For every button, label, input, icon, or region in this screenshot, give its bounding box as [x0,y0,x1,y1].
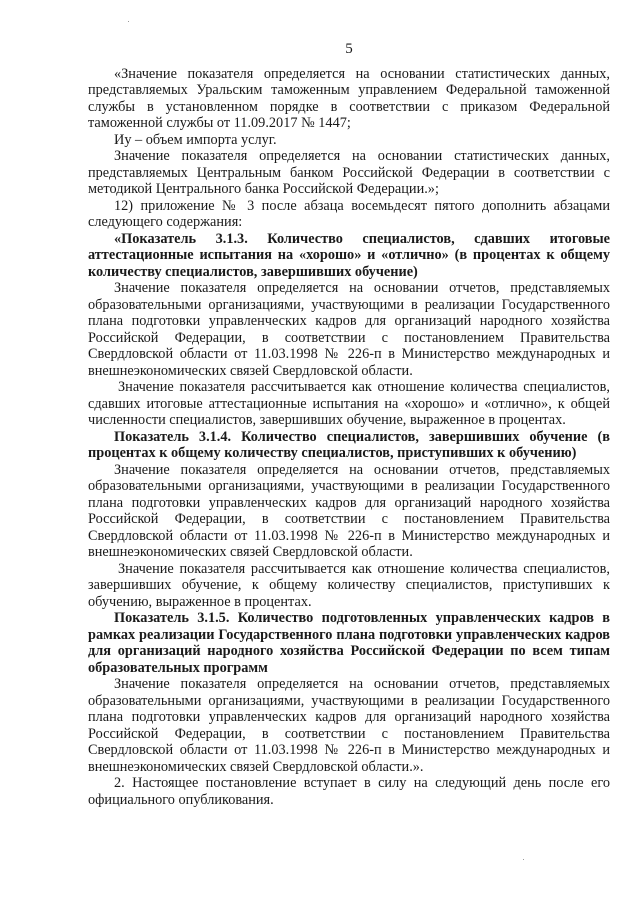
paragraph-indicator-3-1-5-source: Значение показателя определяется на основании отчетов, представляемых образовательными организациями, участвующими в реализации Государственного плана подготовки управленческих кадров для организаций народного хозяйства Российской Федерации, в соответствии с постановлением Правительства Свердловской области от 11.03.1998 № 226-п в Министерство международных и внешнеэкономических связей Свердловской области.». [88,676,610,775]
paragraph-import-definition: Иу – объем импорта услуг. [114,131,277,148]
paragraph-statistics-customs: «Значение показателя определяется на основании статистических данных, представляемых Уральским таможенным управлением Федеральной таможенной службы в установленном порядке в соответствии с приказом Федеральной таможенной службы от 11.09.2017 № 1447; [88,65,610,131]
document-page [88,0,610,808]
paragraph-indicator-3-1-4-source: Значение показателя определяется на основании отчетов, представляемых образовательными организациями, участвующими в реализации Государственного плана подготовки управленческих кадров для организаций народного хозяйства Российской Федерации, в соответствии с постановлением Правительства Свердловской области от 11.03.1998 № 226-п в Министерство международных и внешнеэкономических связей Свердловской области. [88,461,610,560]
paragraph-effective-date: 2. Настоящее постановление вступает в силу на следующий день после его официального опубликования. [88,775,610,808]
page-number: 5 [345,41,353,57]
paragraph-amendment-12: 12) приложение № 3 после абзаца восемьдесят пятого дополнить абзацами следующего содержания: [88,197,610,230]
heading-indicator-3-1-3: «Показатель 3.1.3. Количество специалистов, сдавших итоговые аттестационные испытания на «хорошо» и «отлично» (в процентах к общему количеству специалистов, завершивших обучение) [88,230,610,280]
heading-indicator-3-1-5: Показатель 3.1.5. Количество подготовленных управленческих кадров в рамках реализации Государственного плана подготовки управленческих кадров для организаций народного хозяйства Российской Федерации по всем типам образовательных программ [88,610,610,676]
paragraph-statistics-central-bank: Значение показателя определяется на основании статистических данных, представляемых Центральным банком Российской Федерации в соответствии с методикой Центрального банка Российской Федерации.»; [88,148,610,197]
paragraph-indicator-3-1-3-source: Значение показателя определяется на основании отчетов, представляемых образовательными организациями, участвующими в реализации Государственного плана подготовки управленческих кадров для организаций народного хозяйства Российской Федерации, в соответствии с постановлением Правительства Свердловской области от 11.03.1998 № 226-п в Министерство международных и внешнеэкономических связей Свердловской области. [88,280,610,379]
paragraph-indicator-3-1-4-calculation: Значение показателя рассчитывается как отношение количества специалистов, завершивших обучение, к общему количеству специалистов, приступивших к обучению, выраженное в процентах. [88,560,610,610]
scan-speck [523,859,524,860]
paragraph-indicator-3-1-3-calculation: Значение показателя рассчитывается как отношение количества специалистов, сдавших итоговые аттестационные испытания на «хорошо» и «отлично», к общей численности специалистов, завершивших обучение, выраженное в процентах. [88,379,610,428]
heading-indicator-3-1-4: Показатель 3.1.4. Количество специалистов, завершивших обучение (в процентах к общему количеству специалистов, приступивших к обучению) [88,428,610,461]
